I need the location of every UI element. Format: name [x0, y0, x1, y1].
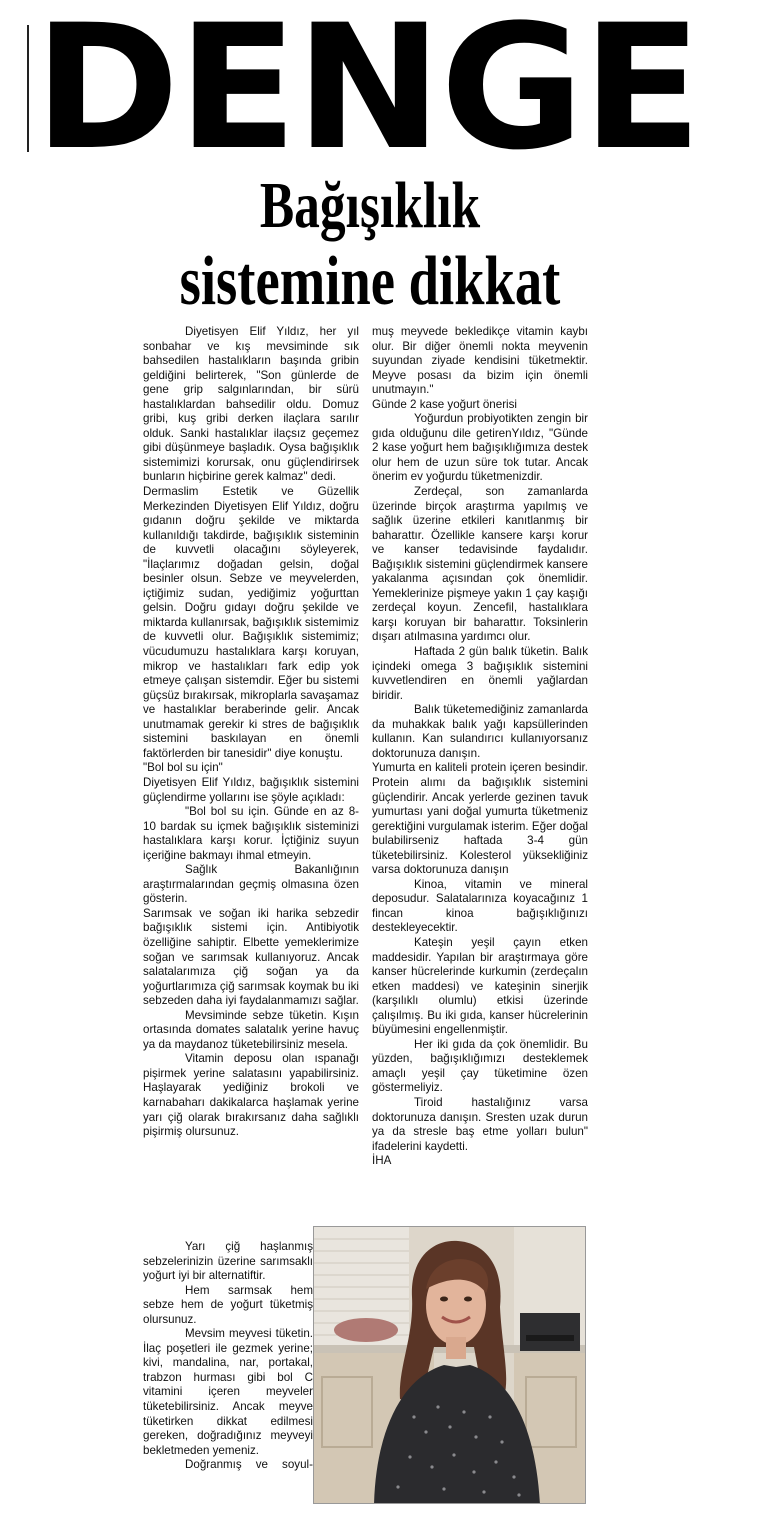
article-column-bottom [143, 1240, 313, 1473]
article-paragraph: Yoğurdun probiyotikten zengin bir gıda olduğunu dile getirenYıldız, "Günde 2 kase yoğurt hem bağışıklığımıza destek olur hem de uzun süre tok tutar. Ancak önerim ev yoğurdu tüketmenizdir. [372, 412, 588, 484]
article-paragraph: Mevsiminde sebze tüketin. Kışın ortasında domates salatalık yerine havuç ya da maydanoz tüketebilirsiniz mesela. [143, 1008, 359, 1051]
article-paragraph: Kateşin yeşil çayın etken maddesidir. Yapılan bir araştırmaya göre kanser hücrelerinde kurkumin (zerdeçalın etken maddesi) ve kateşinin sinerjik (karşılıklı olumlu) etkisi üzerinde çalışılmış. Bu iki gıda, kanser hücrelerinin büyümesini engellenmiştir. [372, 935, 588, 1037]
article-paragraph: "Bol bol su için. Günde en az 8-10 bardak su içmek bağışıklık sisteminizi hastalıklara karşı korur. İçtiğiniz suyun içeriğine bakmayı ihmal etmeyin. [143, 805, 359, 862]
article-column-right [372, 325, 588, 1169]
subheading: Günde 2 kase yoğurt önerisi [372, 397, 518, 411]
article-paragraph: Haftada 2 gün balık tüketin. Balık içindeki omega 3 bağışıklık sistemini kuvvetlendiren en önemli yağlardan biridir. [372, 645, 588, 702]
article-paragraph: Sağlık Bakanlığının araştırmalarından geçmiş olmasına özen gösterin. [143, 863, 359, 906]
article-paragraph: Yumurta en kaliteli protein içeren besindir. Protein alımı da bağışıklık sistemini güçlendirir. Ancak yerlerde gezinen tavuk yumurtası yani doğal yumurta tüketmeniz gerektiğini vurgulamak isterim. Eğer doğal bulabilirseniz haftada 3-4 gün tüketebilirsiniz. Kolesterol yüksekliğiniz varsa doktorunuza danışın [372, 761, 588, 877]
article-paragraph: Her iki gıda da çok önemlidir. Bu yüzden, bağışıklığımızı desteklemek amaçlı yeşil çay tüketimine özen göstermeliyiz. [372, 1037, 588, 1095]
article-paragraph: Balık tüketemediğiniz zamanlarda da muhakkak balık yağı kapsüllerinden kullanın. Kan sulandırıcı kullanıyorsanız doktorunuza danışın. [372, 703, 588, 760]
article-paragraph: muş meyvede bekledikçe vitamin kaybı olur. Bir diğer önemli nokta meyvenin suyundan ziyade kendisini tüketmektir. Meyve posası da bizim için önemli unutmayın." [372, 325, 588, 397]
subheading: "Bol bol su için" [143, 761, 223, 775]
article-paragraph: Yarı çiğ haşlanmış sebzelerinizin üzerine sarımsaklı yoğurt iyi bir alternatiftir. [143, 1240, 313, 1283]
article-paragraph: Hem sarmsak hem sebze hem de yoğurt tüketmiş olursunuz. [143, 1283, 313, 1326]
article-paragraph: Tiroid hastalığınız varsa doktorunuza danışın. Sresten uzak durun ya da stresle baş etme yolları bulun" ifadelerini kaydetti. [372, 1095, 588, 1153]
headline-line-2: sistemine dikkat [179, 243, 561, 320]
article-paragraph: Vitamin deposu olan ıspanağı pişirmek yerine salatasını yapabilirsiniz. Haşlayarak yediğiniz brokoli ve karnabaharı dakikalarca haşlamak yerine yarı çiğ olarak bırakırsanız daha sağlıklı pişirmiş olursunuz. [143, 1052, 359, 1139]
masthead-rule [27, 25, 29, 152]
headline-line-1: Bağışıklık [259, 169, 481, 242]
article-paragraph: Sarımsak ve soğan iki harika sebzedir bağışıklık sistemi için. Antibiyotik özelliğine sahiptir. Elbette yemeklerimize soğan ve sarımsak kullanıyoruz. Ancak salatalarımıza çiğ soğan ya da yoğurtlarımıza çiğ sarımsak koymak bu iki sebzeden daha iyi faydalanmamızı sağlar. [143, 906, 359, 1008]
byline-agency: İHA [372, 1154, 392, 1168]
article-paragraph: Kinoa, vitamin ve mineral deposudur. Salatalarınıza koyacağınız 1 fincan kinoa bağışıklığınızı destekleyecektir. [372, 877, 588, 935]
newspaper-masthead: DENGE [34, 0, 700, 188]
portrait-illustration [314, 1227, 586, 1504]
article-paragraph: Diyetisyen Elif Yıldız, her yıl sonbahar ve kış mevsiminde sık bahsedilen hastalıkların başında gribin geldiğini belirterek, "Son günlerde de gene grip salgınlarından, bir sürü hastalıklardan bahsedilir oldu. Domuz gribi, kuş gribi derken ilaçlara sarılır olduk. Sanki hastalıklar ilaçsız geçemez gibi düşünmeye başladık. Oysa bağışıklık sistemimizi korursak, onu güçlendirirsek bunların hiçbirine gerek kalmaz" dedi. [143, 325, 359, 484]
article-paragraph: Dermaslim Estetik ve Güzellik Merkezinden Diyetisyen Elif Yıldız, doğru gıdanın doğru şekilde ve miktarda kullanıldığı takdirde, bağışıklık sisteminin de kuvvetli olacağını söyleyerek, "İlaçlarımız doğadan gelsin, doğal besinler olsun. Sebze ve meyvelerden, içtiğimiz sudan, yediğimiz yoğurttan gelsin. Doğru gıdayı doğru şekilde ve miktarda kullanırsak, bağışıklık sistemimiz de kuvvetli olur. Bağışıklık sistemimiz; vücudumuzu hastalıklara karşı koruyan, mikrop ve hastalıkları fark edip yok etmeye çalışan sistemdir. Eğer bu sistemi güçsüz bırakırsak, mikroplarla savaşamaz ve hastalıklar beraberinde gelir. Ancak unutmamak gerekir ki stres de bağışıklık sistemini baskılayan en önemli faktörlerden bir tanesidir" diye konuştu. [143, 485, 359, 760]
article-paragraph: Diyetisyen Elif Yıldız, bağışıklık sistemini güçlendirme yollarını ise şöyle açıkladı: [143, 775, 359, 804]
article-column-left [143, 325, 359, 1140]
article-paragraph: Doğranmış ve soyul- [185, 1458, 313, 1472]
article-paragraph: Mevsim meyvesi tüketin. İlaç poşetleri ile gezmek yerine; kivi, mandalina, nar, portakal, trabzon hurması gibi bol C vitamini içeren meyveler tüketebilirsiniz. Ancak meyve tüketirken dikkat edilmesi gereken, doğradığınız meyveyi bekletmeden yemeniz. [143, 1327, 313, 1457]
article-paragraph: Zerdeçal, son zamanlarda üzerinde birçok araştırma yapılmış ve sağlık üzerine etkileri kanıtlanmış bir baharattır. Özellikle kansere karşı korur ve kanser tedavisinde faydalıdır. Bağışıklık sistemini güçlendirmek kansere yakalanma açısından çok önemlidir. Yemeklerinize pişmeye yakın 1 çay kaşığı zerdeçal koyun. Zencefil, hastalıklara karşı koruyan bir baharattır. Toksinlerin dışarı atılmasına yardımcı olur. [372, 485, 588, 644]
portrait-photo [313, 1226, 586, 1504]
